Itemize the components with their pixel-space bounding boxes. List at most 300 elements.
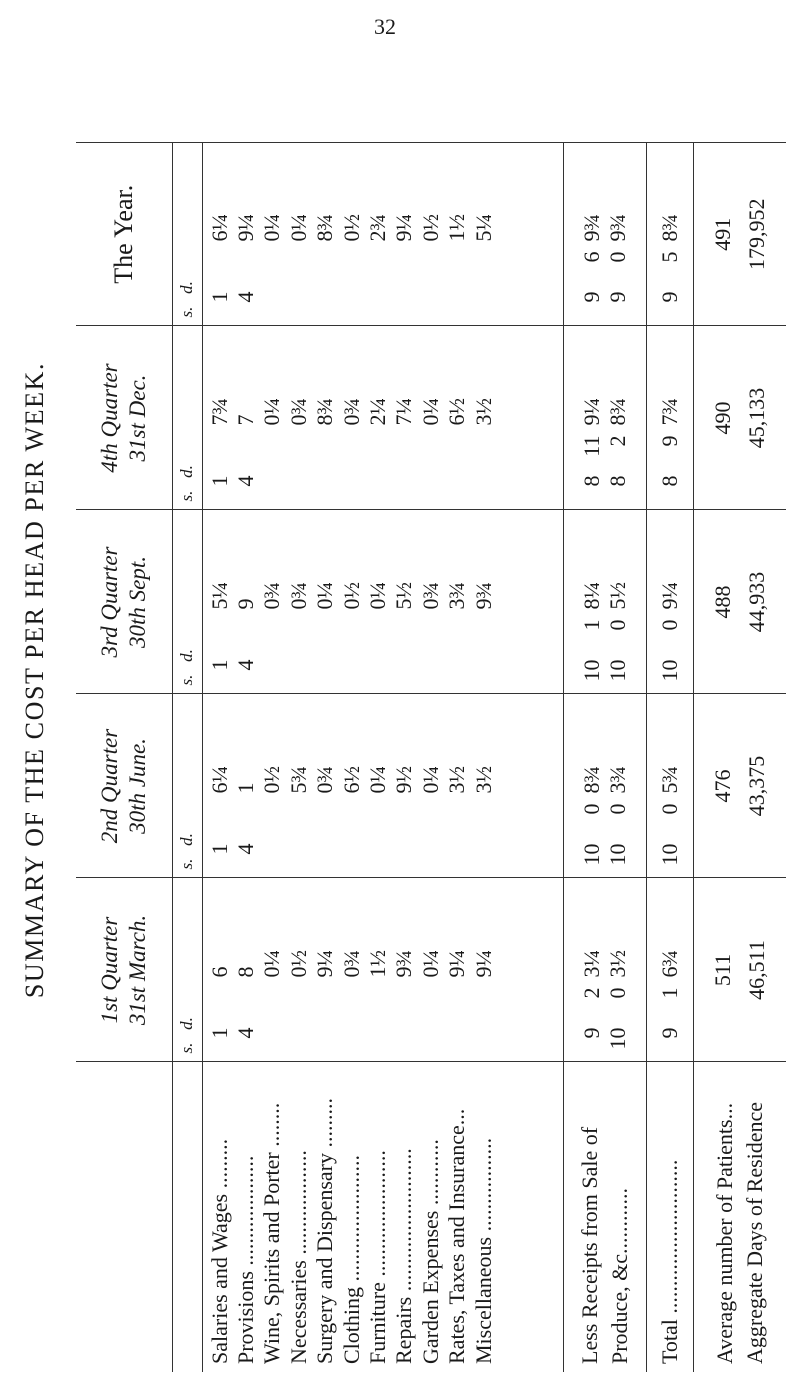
expense-value-year-fraction: 8¾ — [312, 214, 338, 242]
header-quarter-2 — [76, 694, 172, 878]
total-value-shillings: 8 — [657, 475, 683, 487]
expense-value-shillings — [286, 476, 312, 502]
expense-label: Garden Expenses ............ — [417, 1139, 443, 1364]
days-q3: 44,933 — [744, 571, 770, 633]
quarter-3-name: 3rd Quarter — [96, 546, 122, 658]
expense-value-pence — [233, 620, 259, 650]
expense-value-pence — [418, 804, 444, 834]
expense-value-shillings — [286, 660, 312, 686]
expense-value-shillings — [259, 844, 285, 870]
expense-value — [365, 519, 391, 686]
unit-s: s. — [177, 858, 196, 870]
quarter-1-name: 1st Quarter — [96, 916, 122, 1024]
expense-value-pence — [444, 988, 470, 1018]
expense-value-year-fraction: 0¼ — [285, 214, 311, 242]
expense-value-fraction: 7¼ — [391, 398, 417, 426]
expense-value-pence — [286, 804, 312, 834]
expense-value — [207, 519, 233, 686]
expense-label: Salaries and Wages ......... — [206, 1138, 232, 1364]
receipts-q1 — [563, 878, 646, 1062]
expense-value-shillings — [365, 476, 391, 502]
expense-value-shillings — [312, 844, 338, 870]
total-q4 — [647, 326, 694, 510]
total-value-shillings: 10 — [657, 843, 683, 866]
receipt-value — [605, 519, 631, 686]
unit-d: d. — [177, 465, 196, 478]
expense-value — [339, 335, 365, 502]
unit-d: d. — [177, 649, 196, 662]
expense-value-pence — [259, 620, 285, 650]
units-q4 — [172, 326, 202, 510]
expense-value — [207, 335, 233, 502]
expense-value-year — [233, 151, 259, 318]
expense-value-shillings — [365, 1028, 391, 1054]
expense-value-pence — [365, 804, 391, 834]
page-title-text: SUMMARY OF THE COST PER HEAD PER WEEK. — [20, 361, 49, 999]
expense-value-year-fraction: 9¼ — [391, 214, 417, 242]
expense-value-fraction: 0¼ — [417, 950, 443, 978]
expense-value-shillings — [312, 660, 338, 686]
unit-s: s. — [177, 306, 196, 318]
expense-value-shillings — [418, 844, 444, 870]
total-q2 — [647, 694, 694, 878]
receipt-value-year-pence: 0 — [604, 251, 630, 263]
receipt-value-year-fraction: 9¾ — [604, 214, 630, 242]
expense-value-fraction: 9½ — [391, 766, 417, 794]
expense-value-year — [418, 151, 444, 318]
receipt-value-year — [605, 151, 631, 318]
expense-value-year-pence — [286, 252, 312, 282]
average-q2 — [694, 694, 786, 878]
receipt-value — [605, 887, 631, 1054]
expense-value-fraction: 0½ — [259, 766, 285, 794]
total-value — [657, 703, 683, 870]
expense-value-pence — [471, 804, 497, 834]
total-value-pence: 0 — [657, 619, 683, 631]
expense-value-fraction: 0¼ — [259, 398, 285, 426]
patients-q1: 511 — [710, 953, 736, 987]
expense-value-shillings — [259, 476, 285, 502]
expense-value-year-pence — [391, 252, 417, 282]
expense-value-shillings — [444, 844, 470, 870]
expense-value-pence — [339, 620, 365, 650]
expense-value — [391, 887, 417, 1054]
receipts-row — [563, 143, 646, 1373]
total-value — [657, 519, 683, 686]
expense-label: Rates, Taxes and Insurance... — [444, 1108, 470, 1364]
expense-value-fraction: 0¾ — [312, 766, 338, 794]
expense-items-row — [202, 143, 563, 1373]
expense-value-shillings — [418, 660, 444, 686]
receipt-value-pence: 2 — [604, 435, 630, 447]
average-label-line-1: Average number of Patients... — [712, 1102, 738, 1364]
days-q2: 43,375 — [744, 755, 770, 817]
expense-value — [418, 335, 444, 502]
expense-value-fraction: 8¾ — [312, 398, 338, 426]
page-title — [6, 100, 64, 1260]
receipt-value-year-pence: 6 — [578, 251, 604, 263]
expense-value-pence — [339, 988, 365, 1018]
receipt-value — [579, 703, 605, 870]
expense-value-pence — [444, 436, 470, 466]
expense-value-pence — [365, 620, 391, 650]
receipts-label-line-1: Less Receipts from Sale of — [576, 1126, 602, 1364]
expense-value-pence — [365, 988, 391, 1018]
expense-value — [365, 703, 391, 870]
expense-value-year-shillings — [339, 292, 365, 318]
expense-value-pence — [312, 620, 338, 650]
expense-value-shillings: 1 — [206, 843, 232, 855]
expense-value-year — [365, 151, 391, 318]
expense-value-fraction: 9¾ — [470, 582, 496, 610]
expense-value-pence — [391, 988, 417, 1018]
expense-value-shillings: 4 — [232, 659, 258, 671]
expense-value-fraction: 3½ — [470, 398, 496, 426]
expense-value-fraction: 7 — [232, 414, 258, 426]
expense-value-pence — [391, 804, 417, 834]
expense-value — [233, 519, 259, 686]
receipt-value — [579, 335, 605, 502]
expense-value-shillings — [418, 476, 444, 502]
unit-d: d. — [177, 833, 196, 846]
expense-value — [471, 887, 497, 1054]
expense-value-year-pence — [444, 252, 470, 282]
total-value-year-pence: 5 — [657, 251, 683, 263]
total-row — [647, 143, 694, 1373]
expense-value — [391, 519, 417, 686]
total-value — [657, 887, 683, 1054]
receipts-q4 — [563, 326, 646, 510]
quarter-4-period: 31st Dec. — [124, 374, 150, 462]
expense-value-shillings: 1 — [206, 475, 232, 487]
receipt-value-year-shillings: 9 — [578, 291, 604, 303]
expense-value-shillings — [259, 1028, 285, 1054]
expense-value-year-pence — [471, 252, 497, 282]
expense-value-fraction: 0¼ — [364, 582, 390, 610]
receipt-value-shillings: 10 — [604, 659, 630, 682]
expense-value-year-fraction: 0¼ — [259, 214, 285, 242]
expense-value-shillings — [259, 660, 285, 686]
total-value-year — [657, 151, 683, 318]
expense-value-fraction: 9¼ — [470, 950, 496, 978]
expense-value-shillings: 4 — [232, 1027, 258, 1039]
total-value-pence: 9 — [657, 435, 683, 447]
expense-value-pence — [259, 804, 285, 834]
expense-value-year-pence — [418, 252, 444, 282]
expense-value-fraction: 9¾ — [391, 950, 417, 978]
receipt-value-pence: 11 — [578, 435, 604, 457]
receipts-q3 — [563, 510, 646, 694]
expense-value — [418, 703, 444, 870]
expense-value-year-shillings — [391, 292, 417, 318]
expense-value-year-shillings — [471, 292, 497, 318]
expense-value-pence — [339, 804, 365, 834]
receipt-value — [579, 887, 605, 1054]
expense-value-year — [207, 151, 233, 318]
expense-value — [339, 703, 365, 870]
expense-value-pence — [418, 436, 444, 466]
expense-value-shillings — [339, 1028, 365, 1054]
expense-label: Surgery and Dispensary ......... — [312, 1098, 338, 1364]
total-value-year-shillings: 9 — [657, 291, 683, 303]
header-year — [76, 143, 172, 327]
expense-value — [286, 519, 312, 686]
expense-value-year-shillings — [286, 292, 312, 318]
expense-value — [471, 519, 497, 686]
expense-value — [312, 519, 338, 686]
receipt-value-year — [579, 151, 605, 318]
expense-value — [418, 887, 444, 1054]
expense-value — [365, 887, 391, 1054]
expense-value-fraction: 8 — [232, 966, 258, 978]
days-q1: 46,511 — [744, 940, 770, 1000]
total-year — [647, 143, 694, 327]
expense-value-fraction: 3½ — [470, 766, 496, 794]
expense-value-fraction: 2¼ — [364, 398, 390, 426]
expense-value-shillings — [418, 1028, 444, 1054]
expense-value-pence — [418, 988, 444, 1018]
expense-value-fraction: 0¾ — [338, 398, 364, 426]
total-q3 — [647, 510, 694, 694]
expense-value-year — [259, 151, 285, 318]
expense-value — [312, 887, 338, 1054]
units-q1 — [172, 878, 202, 1062]
units-year — [172, 143, 202, 327]
receipts-label — [563, 1062, 646, 1372]
expense-value-fraction: 5¼ — [206, 582, 232, 610]
expense-value-year-shillings — [444, 292, 470, 318]
expense-values-q3 — [202, 510, 563, 694]
total-value — [657, 335, 683, 502]
receipt-value-shillings: 10 — [604, 1027, 630, 1050]
expense-value-shillings: 1 — [206, 659, 232, 671]
expense-value-pence — [312, 988, 338, 1018]
expense-value-pence — [312, 804, 338, 834]
expense-value — [286, 335, 312, 502]
expense-value-fraction: 0¼ — [259, 950, 285, 978]
receipt-value — [605, 335, 631, 502]
expense-value — [259, 335, 285, 502]
expense-value-year-shillings — [312, 292, 338, 318]
expense-label: Clothing ....................... — [338, 1154, 364, 1364]
expense-value-shillings — [444, 1028, 470, 1054]
expense-value-pence — [391, 620, 417, 650]
expense-value-pence — [339, 436, 365, 466]
year-label: The Year. — [108, 184, 138, 284]
receipt-value-fraction: 3½ — [604, 950, 630, 978]
quarter-4-name: 4th Quarter — [96, 363, 122, 473]
average-row — [694, 143, 786, 1373]
expense-value-fraction: 1½ — [364, 950, 390, 978]
expense-labels — [202, 1062, 563, 1372]
expense-value — [259, 703, 285, 870]
receipt-value-shillings: 8 — [578, 475, 604, 487]
expense-value-pence — [391, 436, 417, 466]
expense-value-year — [339, 151, 365, 318]
expense-value-year-shillings — [418, 292, 444, 318]
expense-value-fraction: 0¾ — [259, 582, 285, 610]
expense-value-fraction: 0¼ — [417, 766, 443, 794]
expense-value-pence — [418, 620, 444, 650]
expense-value-year-fraction: 2¾ — [364, 214, 390, 242]
expense-value-year-pence — [259, 252, 285, 282]
receipt-value-pence: 2 — [578, 987, 604, 999]
receipts-year — [563, 143, 646, 327]
expense-value — [233, 335, 259, 502]
expense-value-year — [444, 151, 470, 318]
expense-value-year-shillings: 1 — [206, 291, 232, 303]
receipts-label-line-2: Produce, &c............ — [606, 1188, 632, 1364]
total-value-pence: 0 — [657, 803, 683, 815]
expense-value-fraction: 1 — [232, 782, 258, 794]
total-value-fraction: 7¾ — [657, 398, 683, 426]
expense-value-shillings — [471, 476, 497, 502]
receipt-value-fraction: 8¾ — [604, 398, 630, 426]
expense-value-fraction: 9¼ — [312, 950, 338, 978]
patients-q3: 488 — [710, 585, 736, 619]
expense-value-pence — [207, 620, 233, 650]
total-value-fraction: 5¾ — [657, 766, 683, 794]
units-q3 — [172, 510, 202, 694]
expense-value-year-pence — [365, 252, 391, 282]
receipt-value-pence: 0 — [604, 803, 630, 815]
expense-values-q4 — [202, 326, 563, 510]
expense-value-shillings — [286, 1028, 312, 1054]
expense-value — [339, 519, 365, 686]
expense-value-shillings: 4 — [232, 843, 258, 855]
unit-s: s. — [177, 674, 196, 686]
expense-value — [286, 887, 312, 1054]
expense-value-year-shillings — [259, 292, 285, 318]
expense-value-shillings — [444, 476, 470, 502]
expense-value-pence — [233, 804, 259, 834]
expense-value-fraction: 7¾ — [206, 398, 232, 426]
patients-q2: 476 — [710, 769, 736, 803]
quarter-2-name: 2nd Quarter — [96, 728, 122, 844]
average-q3 — [694, 510, 786, 694]
expense-value-fraction: 3½ — [444, 766, 470, 794]
expense-value-year-pence — [339, 252, 365, 282]
expense-value-pence — [471, 436, 497, 466]
total-label-text: Total ............................ — [657, 1159, 683, 1364]
expense-value-shillings — [339, 660, 365, 686]
expense-value-year — [312, 151, 338, 318]
receipts-q2 — [563, 694, 646, 878]
expense-value-fraction: 9 — [232, 598, 258, 610]
expense-value-shillings — [365, 660, 391, 686]
expense-value-shillings — [471, 844, 497, 870]
expense-value-shillings: 4 — [232, 475, 258, 487]
receipt-value-pence: 0 — [604, 619, 630, 631]
expense-value-pence — [233, 436, 259, 466]
units-blank — [172, 1062, 202, 1372]
average-q1 — [694, 878, 786, 1062]
total-label — [647, 1062, 694, 1372]
expense-value — [471, 335, 497, 502]
patients-year: 491 — [710, 217, 736, 251]
average-label-line-2: Aggregate Days of Residence — [742, 1101, 768, 1364]
expense-value-pence — [259, 436, 285, 466]
header-quarter-3 — [76, 510, 172, 694]
expense-value-year-fraction: 0½ — [338, 214, 364, 242]
cost-table — [76, 142, 786, 1372]
expense-value-fraction: 5½ — [391, 582, 417, 610]
expense-value — [233, 887, 259, 1054]
expense-value-fraction: 0½ — [285, 950, 311, 978]
unit-s: s. — [177, 490, 196, 502]
expense-label: Wine, Spirits and Porter ........ — [259, 1102, 285, 1364]
expense-value-pence — [207, 436, 233, 466]
expense-values-q1 — [202, 878, 563, 1062]
expense-value-fraction: 0¼ — [364, 766, 390, 794]
expense-value-year-fraction: 1½ — [444, 214, 470, 242]
expense-value — [444, 335, 470, 502]
quarter-3-period: 30th Sept. — [124, 556, 150, 648]
expense-value-pence — [444, 620, 470, 650]
expense-value-shillings — [339, 844, 365, 870]
expense-value-fraction: 0¾ — [285, 398, 311, 426]
expense-value-shillings — [391, 476, 417, 502]
expense-value-shillings — [365, 844, 391, 870]
expense-value-pence — [286, 436, 312, 466]
average-q4 — [694, 326, 786, 510]
expense-value-year — [391, 151, 417, 318]
unit-d: d. — [177, 1017, 196, 1030]
receipt-value — [605, 703, 631, 870]
expense-value-pence — [259, 988, 285, 1018]
expense-value-pence — [471, 620, 497, 650]
total-value-shillings: 10 — [657, 659, 683, 682]
total-value-fraction: 6¾ — [657, 950, 683, 978]
total-value-year-fraction: 8¾ — [657, 214, 683, 242]
days-q4: 45,133 — [744, 387, 770, 449]
quarter-2-period: 30th June. — [124, 738, 150, 834]
expense-value-shillings — [471, 1028, 497, 1054]
expense-value-pence — [471, 988, 497, 1018]
page-number: 32 — [374, 14, 396, 39]
expense-value-fraction: 6½ — [338, 766, 364, 794]
expense-label: Provisions .................... — [232, 1155, 258, 1364]
expense-value — [391, 335, 417, 502]
expense-value-shillings — [339, 476, 365, 502]
receipt-value-shillings: 10 — [578, 659, 604, 682]
expense-value-shillings — [391, 844, 417, 870]
receipt-value-shillings: 10 — [578, 843, 604, 866]
average-year — [694, 143, 786, 327]
expense-value-year-pence — [233, 252, 259, 282]
expense-value-year — [471, 151, 497, 318]
expense-value-pence — [444, 804, 470, 834]
expense-value-year-shillings: 4 — [232, 291, 258, 303]
expense-value — [471, 703, 497, 870]
expense-value — [207, 703, 233, 870]
expense-value — [365, 335, 391, 502]
receipt-value-fraction: 8¾ — [578, 766, 604, 794]
expense-value-pence — [286, 620, 312, 650]
unit-d: d. — [177, 281, 196, 294]
expense-value-pence — [312, 436, 338, 466]
expense-value-fraction: 3¾ — [444, 582, 470, 610]
average-label — [694, 1062, 786, 1372]
expense-value-year-shillings — [365, 292, 391, 318]
header-blank — [76, 1062, 172, 1372]
expense-value-pence — [286, 988, 312, 1018]
expense-value-fraction: 0¼ — [417, 398, 443, 426]
receipt-value-fraction: 3¾ — [604, 766, 630, 794]
unit-s: s. — [177, 1042, 196, 1054]
expense-value-pence — [365, 436, 391, 466]
expense-value — [391, 703, 417, 870]
